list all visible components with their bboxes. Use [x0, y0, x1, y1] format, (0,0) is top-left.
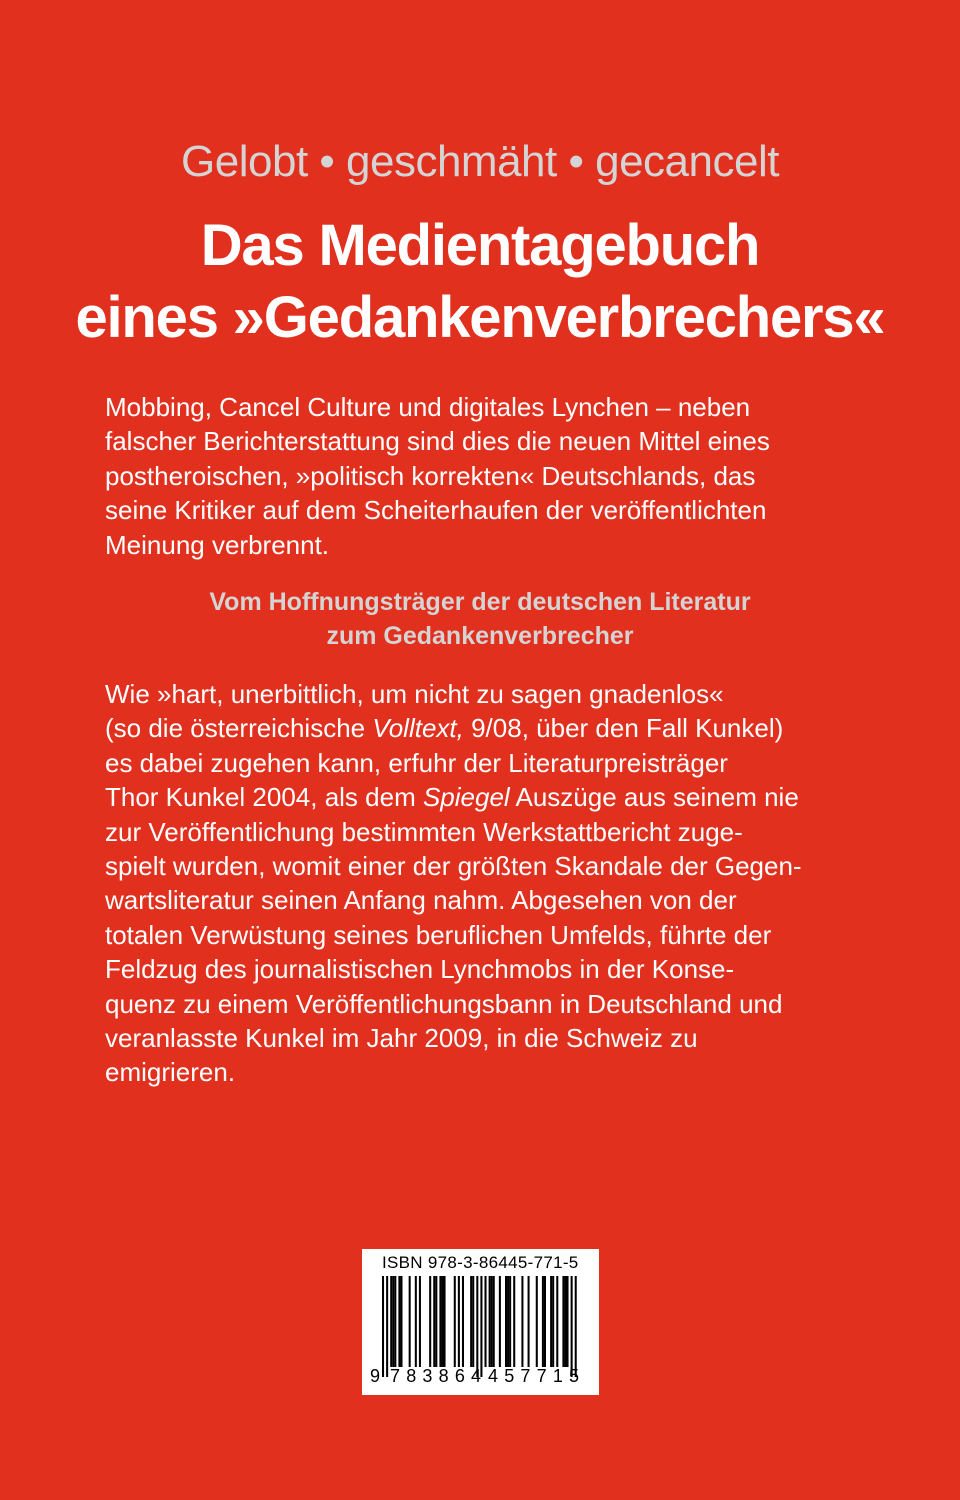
- barcode-bar: [564, 1276, 566, 1367]
- body-line: spielt wurden, womit einer der größten Skandale der Gegen-: [105, 851, 802, 882]
- intro-line: Meinung verbrennt.: [105, 529, 330, 560]
- barcode-bar: [493, 1276, 495, 1367]
- barcode-guard-bar: [575, 1276, 577, 1377]
- barcode-guard-bar: [476, 1276, 478, 1377]
- barcode-guard-bar: [386, 1276, 388, 1377]
- barcode-bar: [409, 1276, 411, 1367]
- isbn-label: ISBN 978-3-86445-771-5: [382, 1253, 579, 1272]
- barcode-bar: [562, 1276, 564, 1367]
- barcode-bar: [454, 1276, 456, 1367]
- body-line: [105, 780, 865, 814]
- barcode-bar: [550, 1276, 552, 1367]
- intro-line: postheroischen, »politisch korrekten« Deutschlands, das: [105, 460, 756, 491]
- barcode-bar: [470, 1276, 472, 1367]
- body-line-part: Auszüge aus seinem nie: [509, 782, 799, 813]
- subheading-line-1: Vom Hoffnungsträger der deutschen Literatur: [209, 588, 751, 616]
- barcode-bar: [441, 1276, 443, 1367]
- barcode-bar: [507, 1276, 509, 1367]
- barcode-bar: [394, 1276, 396, 1367]
- barcode-bar: [552, 1276, 554, 1367]
- barcode-bar: [491, 1276, 493, 1367]
- barcode-bar: [458, 1276, 460, 1367]
- barcode-guard-bar: [571, 1276, 573, 1377]
- body-line: quenz zu einem Veröffentlichungsbann in Deutschland und: [105, 988, 783, 1019]
- barcode-bar: [542, 1276, 544, 1367]
- intro-line: seine Kritiker auf dem Scheiterhaufen der veröffentlichten: [105, 495, 767, 526]
- barcode-bar: [521, 1276, 523, 1367]
- body-line: wartsliteratur seinen Anfang nahm. Abgesehen von der: [105, 885, 737, 916]
- body-line: es dabei zugehen kann, erfuhr der Literaturpreisträger: [105, 747, 728, 778]
- barcode-bar: [439, 1276, 441, 1367]
- intro-line: Mobbing, Cancel Culture und digitales Lynchen – neben: [105, 392, 751, 422]
- isbn-barcode: [362, 1249, 599, 1395]
- body-line: totalen Verwüstung seines beruflichen Umfelds, führte der: [105, 919, 772, 950]
- barcode-bar: [429, 1276, 431, 1367]
- barcode-bar: [528, 1276, 530, 1367]
- body-line: [105, 711, 865, 745]
- subheading: [0, 585, 960, 653]
- body-line: Feldzug des journalistischen Lynchmobs in der Konse-: [105, 954, 735, 985]
- barcode-bar: [419, 1276, 421, 1367]
- barcode-bar: [567, 1276, 569, 1367]
- barcode-bar: [556, 1276, 558, 1367]
- barcode-bar: [415, 1276, 417, 1367]
- barcode-bar: [509, 1276, 511, 1367]
- ean-first-digit: 9: [370, 1366, 381, 1386]
- barcode-bar: [513, 1276, 515, 1367]
- body-line: veranlasste Kunkel im Jahr 2009, in die Schweiz zu: [105, 1023, 698, 1054]
- barcode-bar: [400, 1276, 402, 1367]
- publication-name-spiegel: Spiegel: [422, 782, 510, 813]
- barcode-bar: [392, 1276, 394, 1367]
- body-line-part: (so die österreichische: [105, 713, 373, 744]
- barcode-bar: [398, 1276, 400, 1367]
- ean-right-group: 457715: [488, 1366, 586, 1386]
- cover-tagline: Gelobt • geschmäht • gecancelt: [181, 137, 779, 186]
- title-line-2: eines »Gedankenverbrechers«: [75, 285, 885, 350]
- ean-left-group: 783864: [390, 1366, 488, 1386]
- barcode-bar: [489, 1276, 491, 1367]
- barcode-bar: [390, 1276, 392, 1367]
- barcode-bar: [485, 1276, 487, 1367]
- body-line: emigrieren.: [105, 1057, 236, 1088]
- barcode-bar: [536, 1276, 538, 1367]
- barcode-guard-bar: [480, 1276, 482, 1377]
- body-line-part: 9/08, über den Fall Kunkel): [463, 713, 784, 744]
- intro-paragraph: [105, 390, 865, 562]
- barcode-bar: [472, 1276, 474, 1367]
- barcode-bar: [433, 1276, 435, 1367]
- barcode-bar: [499, 1276, 501, 1367]
- title-line-1: Das Medientagebuch: [200, 213, 760, 278]
- body-line: Wie »hart, unerbittlich, um nicht zu sagen gnadenlos«: [105, 679, 724, 709]
- subheading-line-2: zum Gedankenverbrecher: [326, 622, 634, 650]
- body-line-part: Thor Kunkel 2004, als dem: [105, 782, 423, 813]
- body-line: zur Veröffentlichung bestimmten Werkstattbericht zuge-: [105, 816, 743, 847]
- barcode-bar: [505, 1276, 507, 1367]
- cover-title: [0, 210, 960, 354]
- barcode-bar: [435, 1276, 437, 1367]
- body-paragraph: [105, 677, 865, 1090]
- barcode-bar: [444, 1276, 446, 1367]
- barcode-guard-bar: [382, 1276, 384, 1377]
- publication-name-volltext: Volltext,: [372, 713, 464, 744]
- barcode-bar: [462, 1276, 464, 1367]
- ean-digits: [362, 1366, 599, 1392]
- intro-line: falscher Berichterstattung sind dies die neuen Mittel eines: [105, 426, 770, 457]
- barcode-bar: [544, 1276, 546, 1367]
